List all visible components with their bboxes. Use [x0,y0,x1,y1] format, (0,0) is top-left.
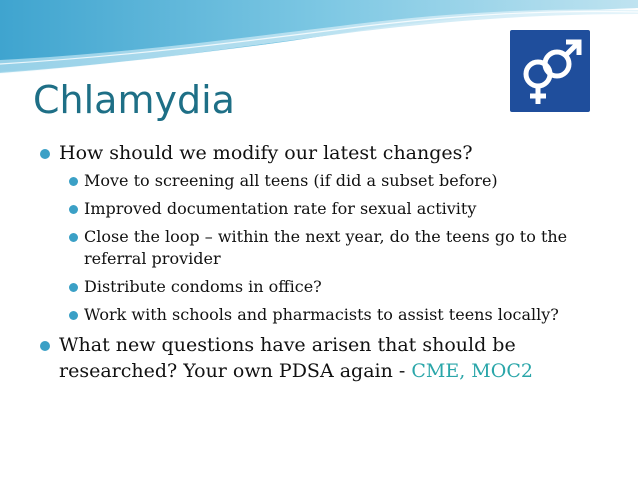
sub-bullet-item [40,198,615,220]
bullet-text: How should we modify our latest changes? [59,142,473,164]
bullet-dot-icon [69,233,78,242]
sub-bullet-item [40,170,615,192]
bullet-dot-icon [40,341,50,351]
sub-bullet-text: Work with schools and pharmacists to assist teens locally? [84,305,559,324]
bullet-dot-icon [69,177,78,186]
bullet-list [40,140,615,388]
highlight-text: CME, MOC2 [411,360,533,382]
sub-bullet-text: Distribute condoms in office? [84,277,322,296]
bullet-dot-icon [69,205,78,214]
slide-title: Chlamydia [33,78,235,122]
sub-bullet-list [40,170,615,326]
bullet-dot-icon [69,311,78,320]
sub-bullet-item [40,276,615,298]
bullet-item [40,140,615,166]
sub-bullet-item [40,226,615,270]
bullet-dot-icon [40,149,50,159]
gender-symbols-icon [510,30,590,112]
sub-bullet-text: Move to screening all teens (if did a subset before) [84,171,498,190]
bullet-text: What new questions have arisen that should be researched? Your own PDSA again - [59,334,516,382]
bullet-dot-icon [69,283,78,292]
sub-bullet-text: Close the loop – within the next year, do the teens go to the referral provider [84,227,568,268]
bullet-item [40,332,615,384]
sub-bullet-text: Improved documentation rate for sexual activity [84,199,477,218]
sub-bullet-item [40,304,615,326]
